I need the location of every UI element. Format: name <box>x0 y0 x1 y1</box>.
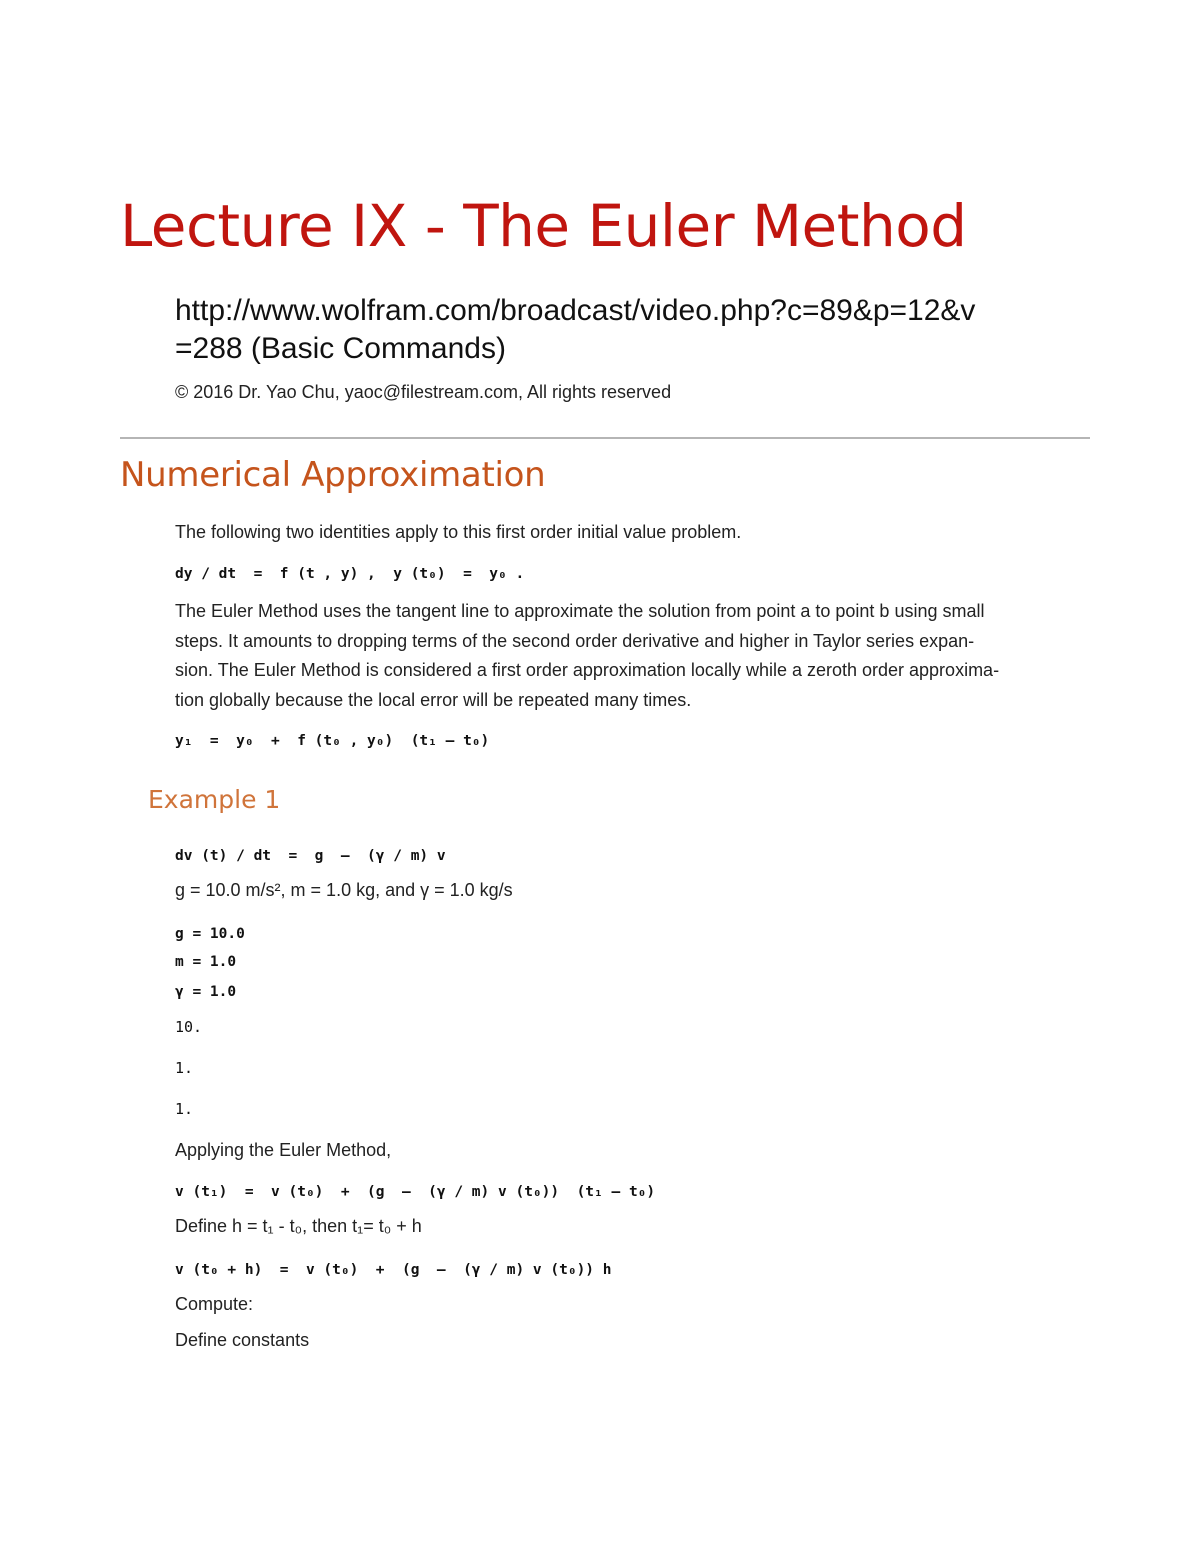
output-cell: 1. <box>175 1059 194 1077</box>
section-divider <box>120 437 1090 439</box>
example-heading: Example 1 <box>148 785 281 814</box>
output-cell: 1. <box>175 1100 194 1118</box>
video-link-line-1: http://www.wolfram.com/broadcast/video.php?c=89&p=12&v <box>175 294 976 327</box>
video-link[interactable] <box>175 292 1085 368</box>
video-link-line-2: =288 (Basic Commands) <box>175 332 506 365</box>
ivp-equation: dy / dt = f (t , y) , y (t₀) = y₀ . <box>175 566 525 582</box>
input-cell-m[interactable]: m = 1.0 <box>175 954 237 970</box>
paragraph-line: The Euler Method uses the tangent line to approximate the solution from point a to point b using small <box>175 601 985 621</box>
paragraph-line: sion. The Euler Method is considered a first order approximation locally while a zeroth order approxima- <box>175 660 1000 680</box>
intro-text: The following two identities apply to this first order initial value problem. <box>175 522 742 542</box>
paragraph-line: tion globally because the local error will be repeated many times. <box>175 689 692 710</box>
step-formula: v (t₁) = v (t₀) + (g – (γ / m) v (t₀)) (t₁ – t₀) <box>175 1184 656 1200</box>
step-formula-h: v (t₀ + h) = v (t₀) + (g – (γ / m) v (t₀)) h <box>175 1262 612 1278</box>
section-heading: Numerical Approximation <box>120 455 546 495</box>
paragraph-line: steps. It amounts to dropping terms of the second order derivative and higher in Taylor series expan- <box>175 630 975 651</box>
compute-label: Compute: <box>175 1294 254 1314</box>
ode-equation: dv (t) / dt = g – (γ / m) v <box>175 848 446 864</box>
output-cell: 10. <box>175 1018 203 1036</box>
applying-text: Applying the Euler Method, <box>175 1140 392 1160</box>
page-title: Lecture IX - The Euler Method <box>120 192 967 260</box>
define-constants-label: Define constants <box>175 1330 310 1350</box>
copyright-notice: © 2016 Dr. Yao Chu, yaoc@filestream.com, All rights reserved <box>175 382 672 402</box>
euler-description <box>175 597 1080 715</box>
constants-text: g = 10.0 m/s², m = 1.0 kg, and γ = 1.0 kg/s <box>175 880 513 900</box>
euler-formula: y₁ = y₀ + f (t₀ , y₀) (t₁ – t₀) <box>175 733 490 749</box>
input-cell-g[interactable]: g = 10.0 <box>175 926 245 942</box>
define-h-text: Define h = t₁ - t₀, then t₁= t₀ + h <box>175 1216 422 1236</box>
input-cell-gamma[interactable]: γ = 1.0 <box>175 984 237 1000</box>
